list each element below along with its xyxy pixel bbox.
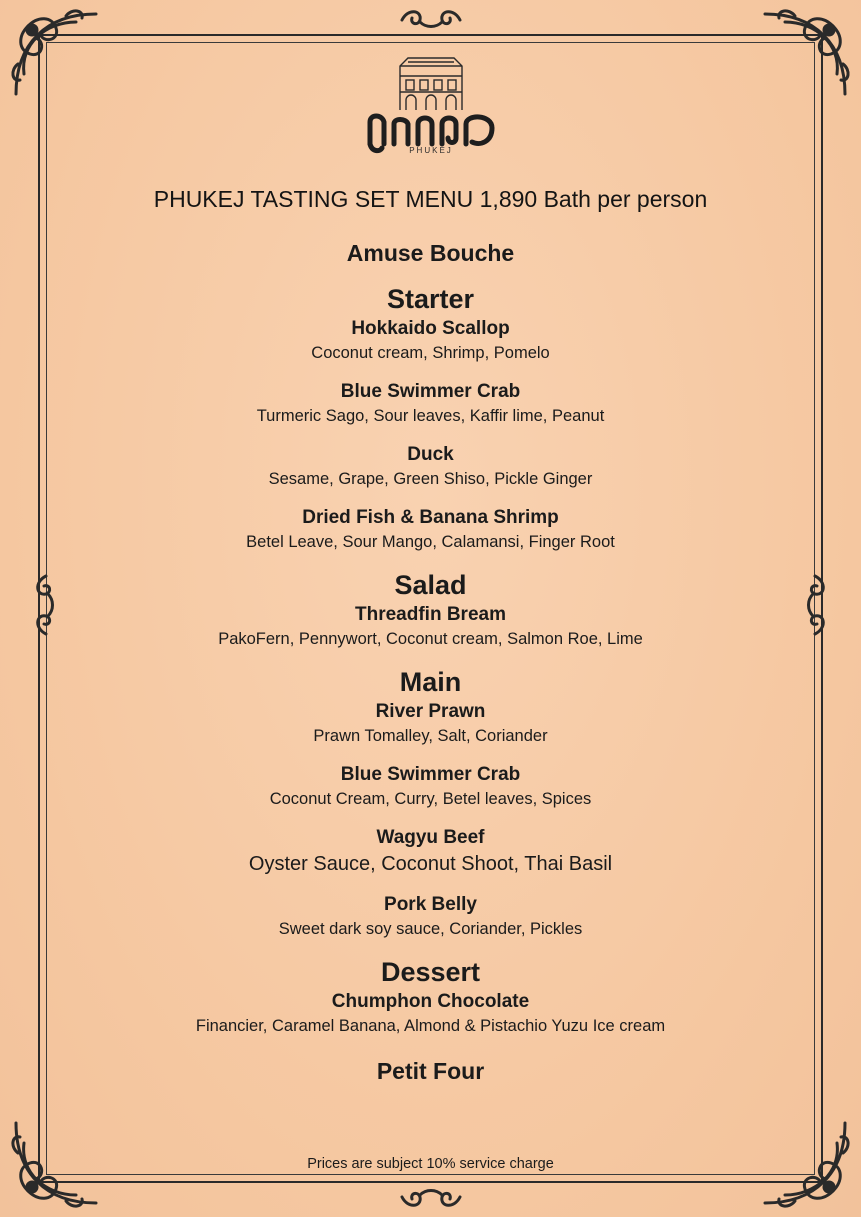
dish-description: Coconut cream, Shrimp, Pomelo xyxy=(311,344,550,362)
menu-title: PHUKEJ TASTING SET MENU 1,890 Bath per person xyxy=(153,186,708,212)
dish-description: Turmeric Sago, Sour leaves, Kaffir lime, Peanut xyxy=(256,407,605,425)
dish-description: Financier, Caramel Banana, Almond & Pistachio Yuzu Ice cream xyxy=(195,1017,666,1035)
dish-name: Blue Swimmer Crab xyxy=(340,381,521,402)
menu-item xyxy=(0,442,861,491)
scroll-ornament-icon xyxy=(398,4,464,30)
dish-description: Sesame, Grape, Green Shiso, Pickle Ginger xyxy=(268,470,593,488)
logo-subtitle: PHUKEJ xyxy=(409,146,453,155)
dish-description: Prawn Tomalley, Salt, Coriander xyxy=(313,727,548,745)
dish-name: River Prawn xyxy=(375,701,486,722)
dish-description: PakoFern, Pennywort, Coconut cream, Salmon Roe, Lime xyxy=(218,630,643,648)
menu-item xyxy=(0,762,861,811)
dish-description: Coconut Cream, Curry, Betel leaves, Spices xyxy=(269,790,592,808)
menu-content xyxy=(0,180,861,1086)
corner-ornament-icon xyxy=(759,4,855,100)
menu-item xyxy=(0,699,861,748)
dish-description: Betel Leave, Sour Mango, Calamansi, Finger Root xyxy=(246,533,615,551)
section-dessert-heading: Dessert xyxy=(380,957,481,987)
menu-item xyxy=(0,602,861,651)
course-amuse-bouche: Amuse Bouche xyxy=(346,240,515,266)
menu-item xyxy=(0,316,861,365)
corner-ornament-icon xyxy=(6,4,102,100)
dish-name: Threadfin Bream xyxy=(355,604,506,625)
dish-description: Sweet dark soy sauce, Coriander, Pickles xyxy=(278,920,583,938)
dish-name: Wagyu Beef xyxy=(376,827,485,848)
menu-item xyxy=(0,825,861,878)
dish-description: Oyster Sauce, Coconut Shoot, Thai Basil xyxy=(248,853,613,875)
dish-name: Pork Belly xyxy=(384,894,477,915)
menu-item xyxy=(0,505,861,554)
dish-name: Hokkaido Scallop xyxy=(351,318,510,339)
menu-item xyxy=(0,379,861,428)
course-petit-four: Petit Four xyxy=(376,1058,485,1084)
section-starter-heading: Starter xyxy=(386,284,475,314)
menu-item xyxy=(0,892,861,941)
dish-name: Chumphon Chocolate xyxy=(331,991,530,1012)
dish-name: Blue Swimmer Crab xyxy=(340,764,521,785)
scroll-ornament-icon xyxy=(398,1187,464,1213)
section-main-heading: Main xyxy=(399,667,462,697)
dish-name: Duck xyxy=(407,444,454,465)
section-salad-heading: Salad xyxy=(394,570,467,600)
service-charge-note: Prices are subject 10% service charge xyxy=(307,1156,554,1172)
menu-item xyxy=(0,989,861,1038)
dish-name: Dried Fish & Banana Shrimp xyxy=(302,507,559,528)
